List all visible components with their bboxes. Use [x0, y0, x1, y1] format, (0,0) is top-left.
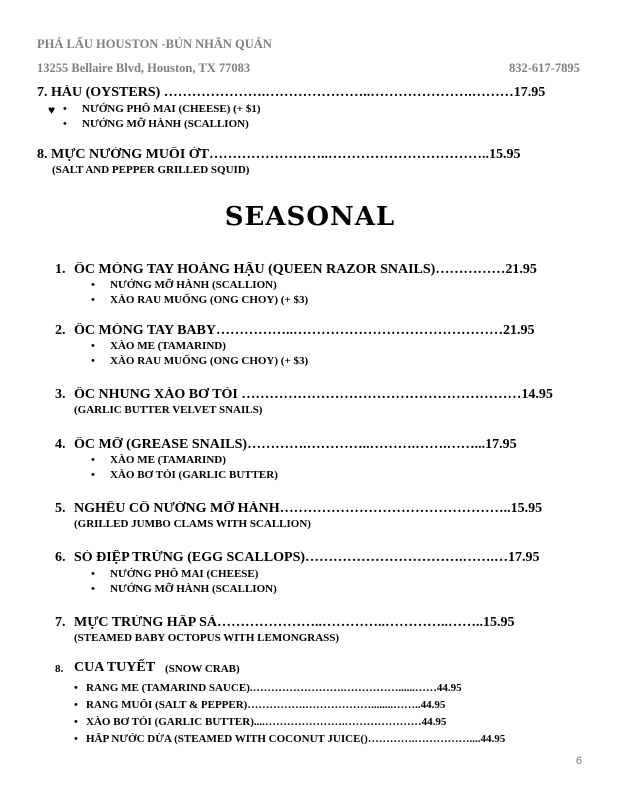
- seasonal-item-title: MỰC TRỨNG HẤP SẢ…………………..…………..…………..……..15.95: [74, 615, 515, 630]
- seasonal-item-option: XÀO RAU MUỐNG (ONG CHOY) (+ $3): [110, 355, 309, 367]
- crab-option: HẤP NƯỚC DỪA (STEAMED WITH COCONUT JUICE()………….……………....44.95: [86, 733, 506, 745]
- crab-option: RANG ME (TAMARIND SAUCE).…………………….……………......……44.95: [86, 682, 462, 694]
- item-oysters-option: NƯỚNG MỠ HÀNH (SCALLION): [82, 118, 249, 130]
- seasonal-item-num: 6.: [55, 550, 66, 565]
- seasonal-item-option: XÀO BƠ TỎI (GARLIC BUTTER): [110, 469, 278, 481]
- seasonal-item-option: XÀO RAU MUỐNG (ONG CHOY) (+ $3): [110, 294, 309, 306]
- crab-option: XÀO BƠ TỎI (GARLIC BUTTER)....………………….…………………44.95: [86, 716, 447, 728]
- restaurant-name: PHÁ LẤU HOUSTON -BÚN NHÂN QUÁN: [37, 37, 272, 51]
- item-squid-title: 8. MỰC NƯỚNG MUỐI ỚT……………………..……………………………..15.95: [37, 147, 521, 162]
- restaurant-address: 13255 Bellaire Blvd, Houston, TX 77083: [37, 61, 251, 75]
- seasonal-item-title: ỐC MỠ (GREASE SNAILS)………….…………..……….…….……...17.95: [74, 437, 517, 452]
- bullet-icon: •: [74, 733, 78, 745]
- seasonal-item-subtitle: (GRILLED JUMBO CLAMS WITH SCALLION): [74, 518, 311, 530]
- seasonal-item-title: NGHÊU CỒ NƯỚNG MỠ HÀNH…………………………………………..15.95: [74, 501, 543, 516]
- seasonal-item-option: NƯỚNG MỠ HÀNH (SCALLION): [110, 279, 277, 291]
- seasonal-item-option: NƯỚNG MỠ HÀNH (SCALLION): [110, 583, 277, 595]
- seasonal-item-option: XÀO ME (TAMARIND): [110, 454, 226, 466]
- bullet-icon: •: [74, 699, 78, 711]
- heart-icon: ♥: [48, 103, 56, 117]
- bullet-icon: •: [63, 103, 67, 115]
- item-oysters-title: 7. HÀU (OYSTERS) ………………….…………………..………………….………17.95: [37, 85, 546, 100]
- bullet-icon: •: [91, 355, 95, 367]
- bullet-icon: •: [91, 469, 95, 481]
- seasonal-item-subtitle: (STEAMED BABY OCTOPUS WITH LEMONGRASS): [74, 632, 340, 644]
- page-number: 6: [575, 755, 582, 767]
- seasonal-item-title: ỐC NHUNG XÀO BƠ TỎI ……………………………………………………14.95: [74, 387, 553, 402]
- bullet-icon: •: [91, 583, 95, 595]
- crab-title: CUA TUYẾT: [74, 660, 156, 675]
- seasonal-item-num: 1.: [55, 262, 66, 277]
- bullet-icon: •: [91, 340, 95, 352]
- seasonal-item-title: ỐC MÓNG TAY HOÀNG HẬU (QUEEN RAZOR SNAILS)……………21.95: [74, 262, 537, 277]
- seasonal-item-option: NƯỚNG PHÔ MAI (CHEESE): [110, 568, 259, 580]
- bullet-icon: •: [91, 279, 95, 291]
- item-squid-subtitle: (SALT AND PEPPER GRILLED SQUID): [52, 164, 250, 176]
- crab-option: RANG MUỐI (SALT & PEPPER)…………….………………........……..44.95: [86, 699, 446, 711]
- crab-num: 8.: [55, 663, 64, 675]
- seasonal-item-title: ỐC MÓNG TAY BABY……………..………………………………………21.95: [74, 323, 535, 338]
- seasonal-item-title: SÒ ĐIỆP TRỨNG (EGG SCALLOPS)…………………………….…….…17.95: [74, 550, 540, 565]
- bullet-icon: •: [74, 716, 78, 728]
- section-title-seasonal: SEASONAL: [224, 202, 396, 232]
- crab-title-sub: (SNOW CRAB): [165, 663, 240, 675]
- restaurant-phone: 832-617-7895: [509, 61, 580, 75]
- seasonal-item-num: 5.: [55, 501, 66, 516]
- bullet-icon: •: [91, 294, 95, 306]
- seasonal-item-num: 4.: [55, 437, 66, 452]
- seasonal-item-num: 3.: [55, 387, 66, 402]
- item-oysters-option: NƯỚNG PHÔ MAI (CHEESE) (+ $1): [82, 103, 261, 115]
- bullet-icon: •: [91, 568, 95, 580]
- seasonal-item-option: XÀO ME (TAMARIND): [110, 340, 226, 352]
- seasonal-item-num: 7.: [55, 615, 66, 630]
- bullet-icon: •: [63, 118, 67, 130]
- seasonal-item-num: 2.: [55, 323, 66, 338]
- seasonal-item-subtitle: (GARLIC BUTTER VELVET SNAILS): [74, 404, 263, 416]
- bullet-icon: •: [74, 682, 78, 694]
- bullet-icon: •: [91, 454, 95, 466]
